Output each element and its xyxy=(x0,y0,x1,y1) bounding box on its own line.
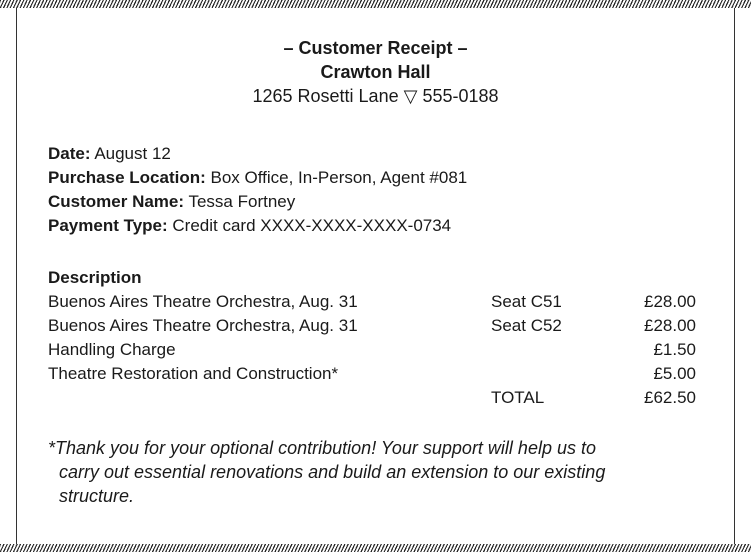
item-description: Buenos Aires Theatre Orchestra, Aug. 31 xyxy=(48,316,358,335)
line-item xyxy=(48,362,708,386)
payment-value: Credit card XXXX-XXXX-XXXX-0734 xyxy=(172,216,452,235)
line-item xyxy=(48,338,708,362)
customer-row xyxy=(48,190,467,214)
line-item xyxy=(48,314,708,338)
receipt-header xyxy=(0,36,751,108)
item-description: Handling Charge xyxy=(48,340,176,359)
venue-name: Crawton Hall xyxy=(320,62,431,82)
total-row xyxy=(48,386,708,410)
total-label: TOTAL xyxy=(491,388,545,407)
customer-label: Customer Name: xyxy=(48,192,185,211)
line-items xyxy=(48,266,708,410)
description-heading: Description xyxy=(48,268,142,287)
bottom-border-hatch xyxy=(0,544,751,552)
date-row xyxy=(48,142,467,166)
venue-address: 1265 Rosetti Lane ▽ 555-0188 xyxy=(252,86,499,106)
footnote xyxy=(48,436,708,508)
receipt-title: – Customer Receipt – xyxy=(283,38,468,58)
total-value: £62.50 xyxy=(644,388,696,407)
line-item xyxy=(48,290,708,314)
footnote-line: structure. xyxy=(59,486,135,506)
item-price: £5.00 xyxy=(653,364,696,383)
location-label: Purchase Location: xyxy=(48,168,206,187)
item-price: £28.00 xyxy=(644,316,696,335)
item-price: £1.50 xyxy=(653,340,696,359)
payment-label: Payment Type: xyxy=(48,216,168,235)
item-seat: Seat C52 xyxy=(491,316,562,335)
location-value: Box Office, In-Person, Agent #081 xyxy=(210,168,468,187)
footnote-line: carry out essential renovations and build an extension to our existing xyxy=(59,462,606,482)
customer-value: Tessa Fortney xyxy=(188,192,296,211)
item-description: Theatre Restoration and Construction* xyxy=(48,364,339,383)
date-label: Date: xyxy=(48,144,91,163)
date-value: August 12 xyxy=(94,144,171,163)
location-row xyxy=(48,166,467,190)
top-border-hatch xyxy=(0,0,751,8)
footnote-line: *Thank you for your optional contribution! Your support will help us to xyxy=(48,438,596,458)
purchase-info xyxy=(48,142,467,238)
payment-row xyxy=(48,214,467,238)
item-description: Buenos Aires Theatre Orchestra, Aug. 31 xyxy=(48,292,358,311)
item-price: £28.00 xyxy=(644,292,696,311)
item-seat: Seat C51 xyxy=(491,292,562,311)
